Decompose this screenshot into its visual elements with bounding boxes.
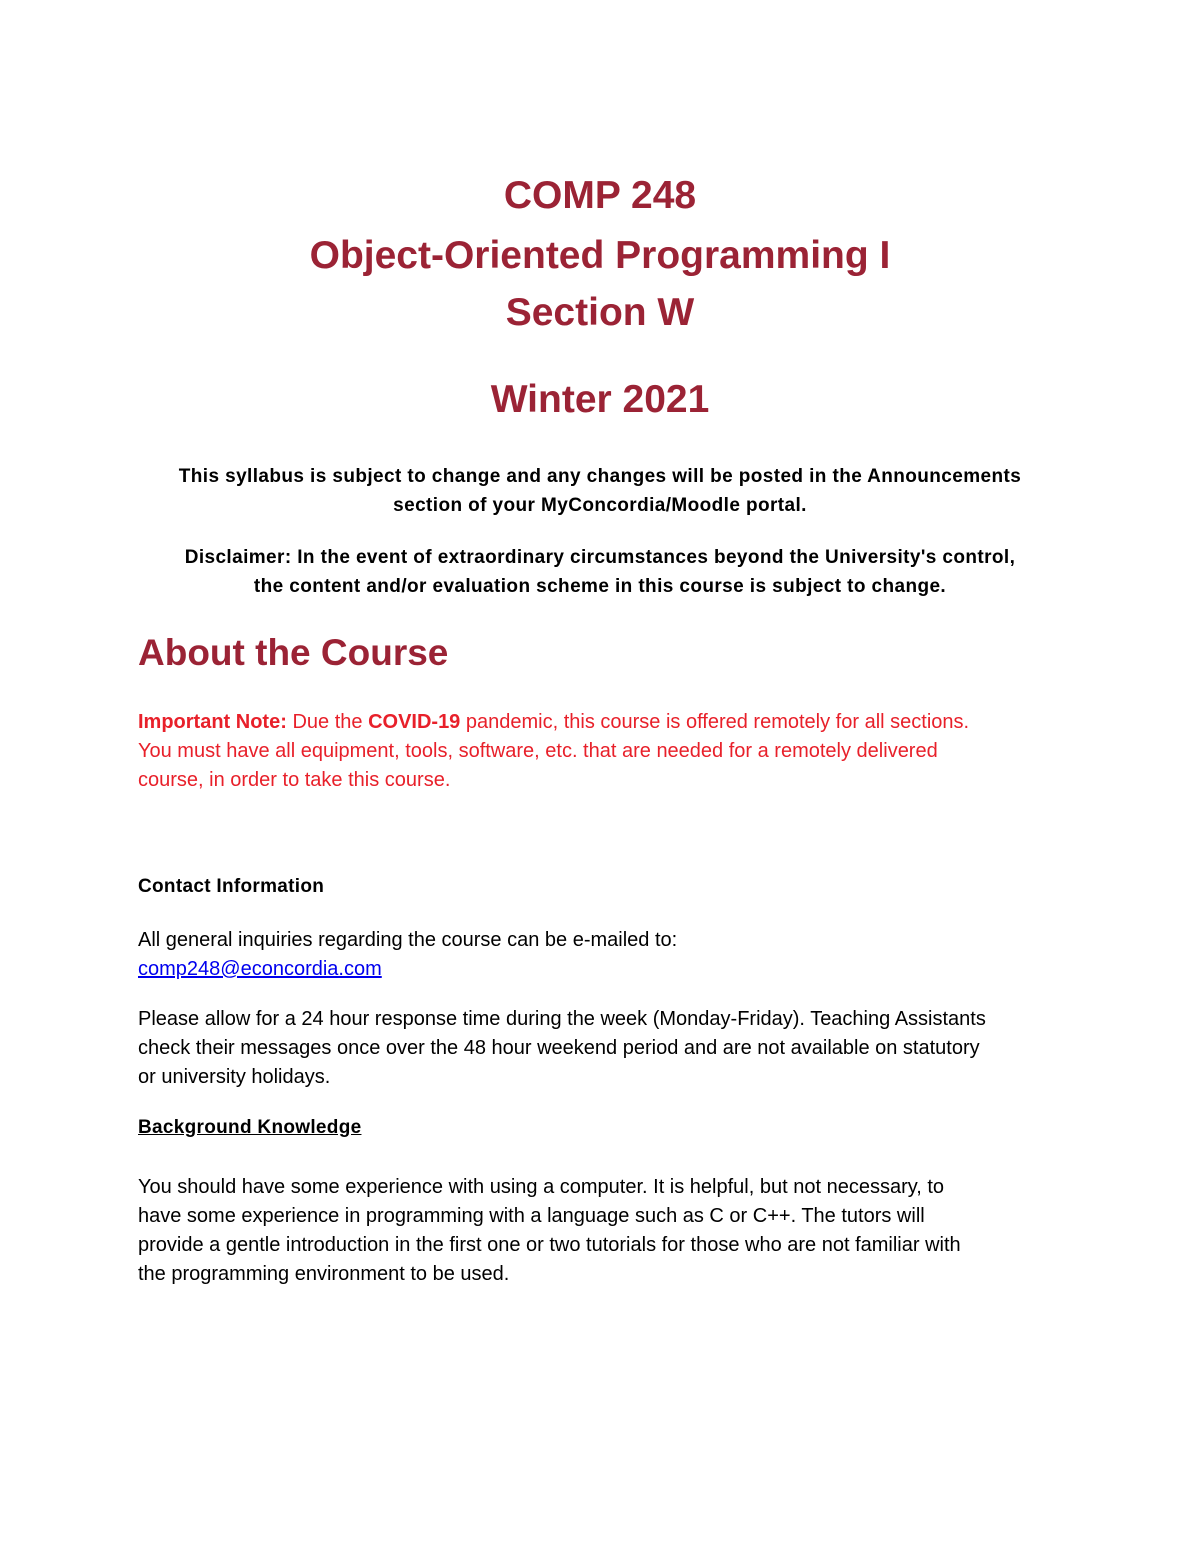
important-note-label: Important Note:	[138, 711, 287, 733]
background-line3: provide a gentle introduction in the first one or two tutorials for those who are not familiar with	[138, 1234, 961, 1256]
important-note-line1	[138, 708, 1078, 737]
background-line4: the programming environment to be used.	[138, 1263, 510, 1285]
inquiries-paragraph	[138, 926, 1078, 984]
course-code: COMP 248	[503, 174, 697, 217]
about-course-heading: About the Course	[138, 632, 449, 673]
background-knowledge-heading: Background Knowledge	[138, 1117, 362, 1138]
covid-term: COVID-19	[368, 711, 461, 733]
important-note-line3: course, in order to take this course.	[138, 769, 451, 791]
response-line1: Please allow for a 24 hour response time during the week (Monday-Friday). Teaching Assistants	[138, 1008, 986, 1030]
background-line1: You should have some experience with using a computer. It is helpful, but not necessary, to	[138, 1176, 945, 1198]
important-note-pre: Due the	[286, 711, 369, 733]
response-line3: or university holidays.	[138, 1066, 331, 1088]
syllabus-notice-line2: section of your MyConcordia/Moodle portal.	[393, 495, 807, 516]
course-name: Object-Oriented Programming I	[309, 234, 891, 277]
disclaimer-line1: Disclaimer: In the event of extraordinary circumstances beyond the University's control,	[184, 547, 1016, 568]
background-line2: have some experience in programming with a language such as C or C++. The tutors will	[138, 1205, 925, 1227]
inquiries-text: All general inquiries regarding the course can be e-mailed to:	[138, 929, 678, 951]
disclaimer-notice	[100, 543, 1100, 601]
background-paragraph	[138, 1173, 1078, 1289]
course-section: Section W	[505, 291, 695, 334]
response-time-paragraph	[138, 1005, 1078, 1092]
important-note-line1-rest: pandemic, this course is offered remotely for all sections.	[460, 711, 970, 733]
syllabus-notice-line1: This syllabus is subject to change and any changes will be posted in the Announcements	[178, 466, 1022, 487]
important-note	[138, 708, 1078, 795]
course-term: Winter 2021	[490, 378, 710, 421]
disclaimer-line2: the content and/or evaluation scheme in this course is subject to change.	[253, 576, 947, 597]
important-note-line2: You must have all equipment, tools, software, etc. that are needed for a remotely delivered	[138, 740, 938, 762]
response-line2: check their messages once over the 48 hour weekend period and are not available on statutory	[138, 1037, 980, 1059]
contact-email-link[interactable]: comp248@econcordia.com	[138, 958, 382, 980]
syllabus-change-notice	[100, 462, 1100, 520]
contact-information-heading: Contact Information	[138, 876, 325, 897]
